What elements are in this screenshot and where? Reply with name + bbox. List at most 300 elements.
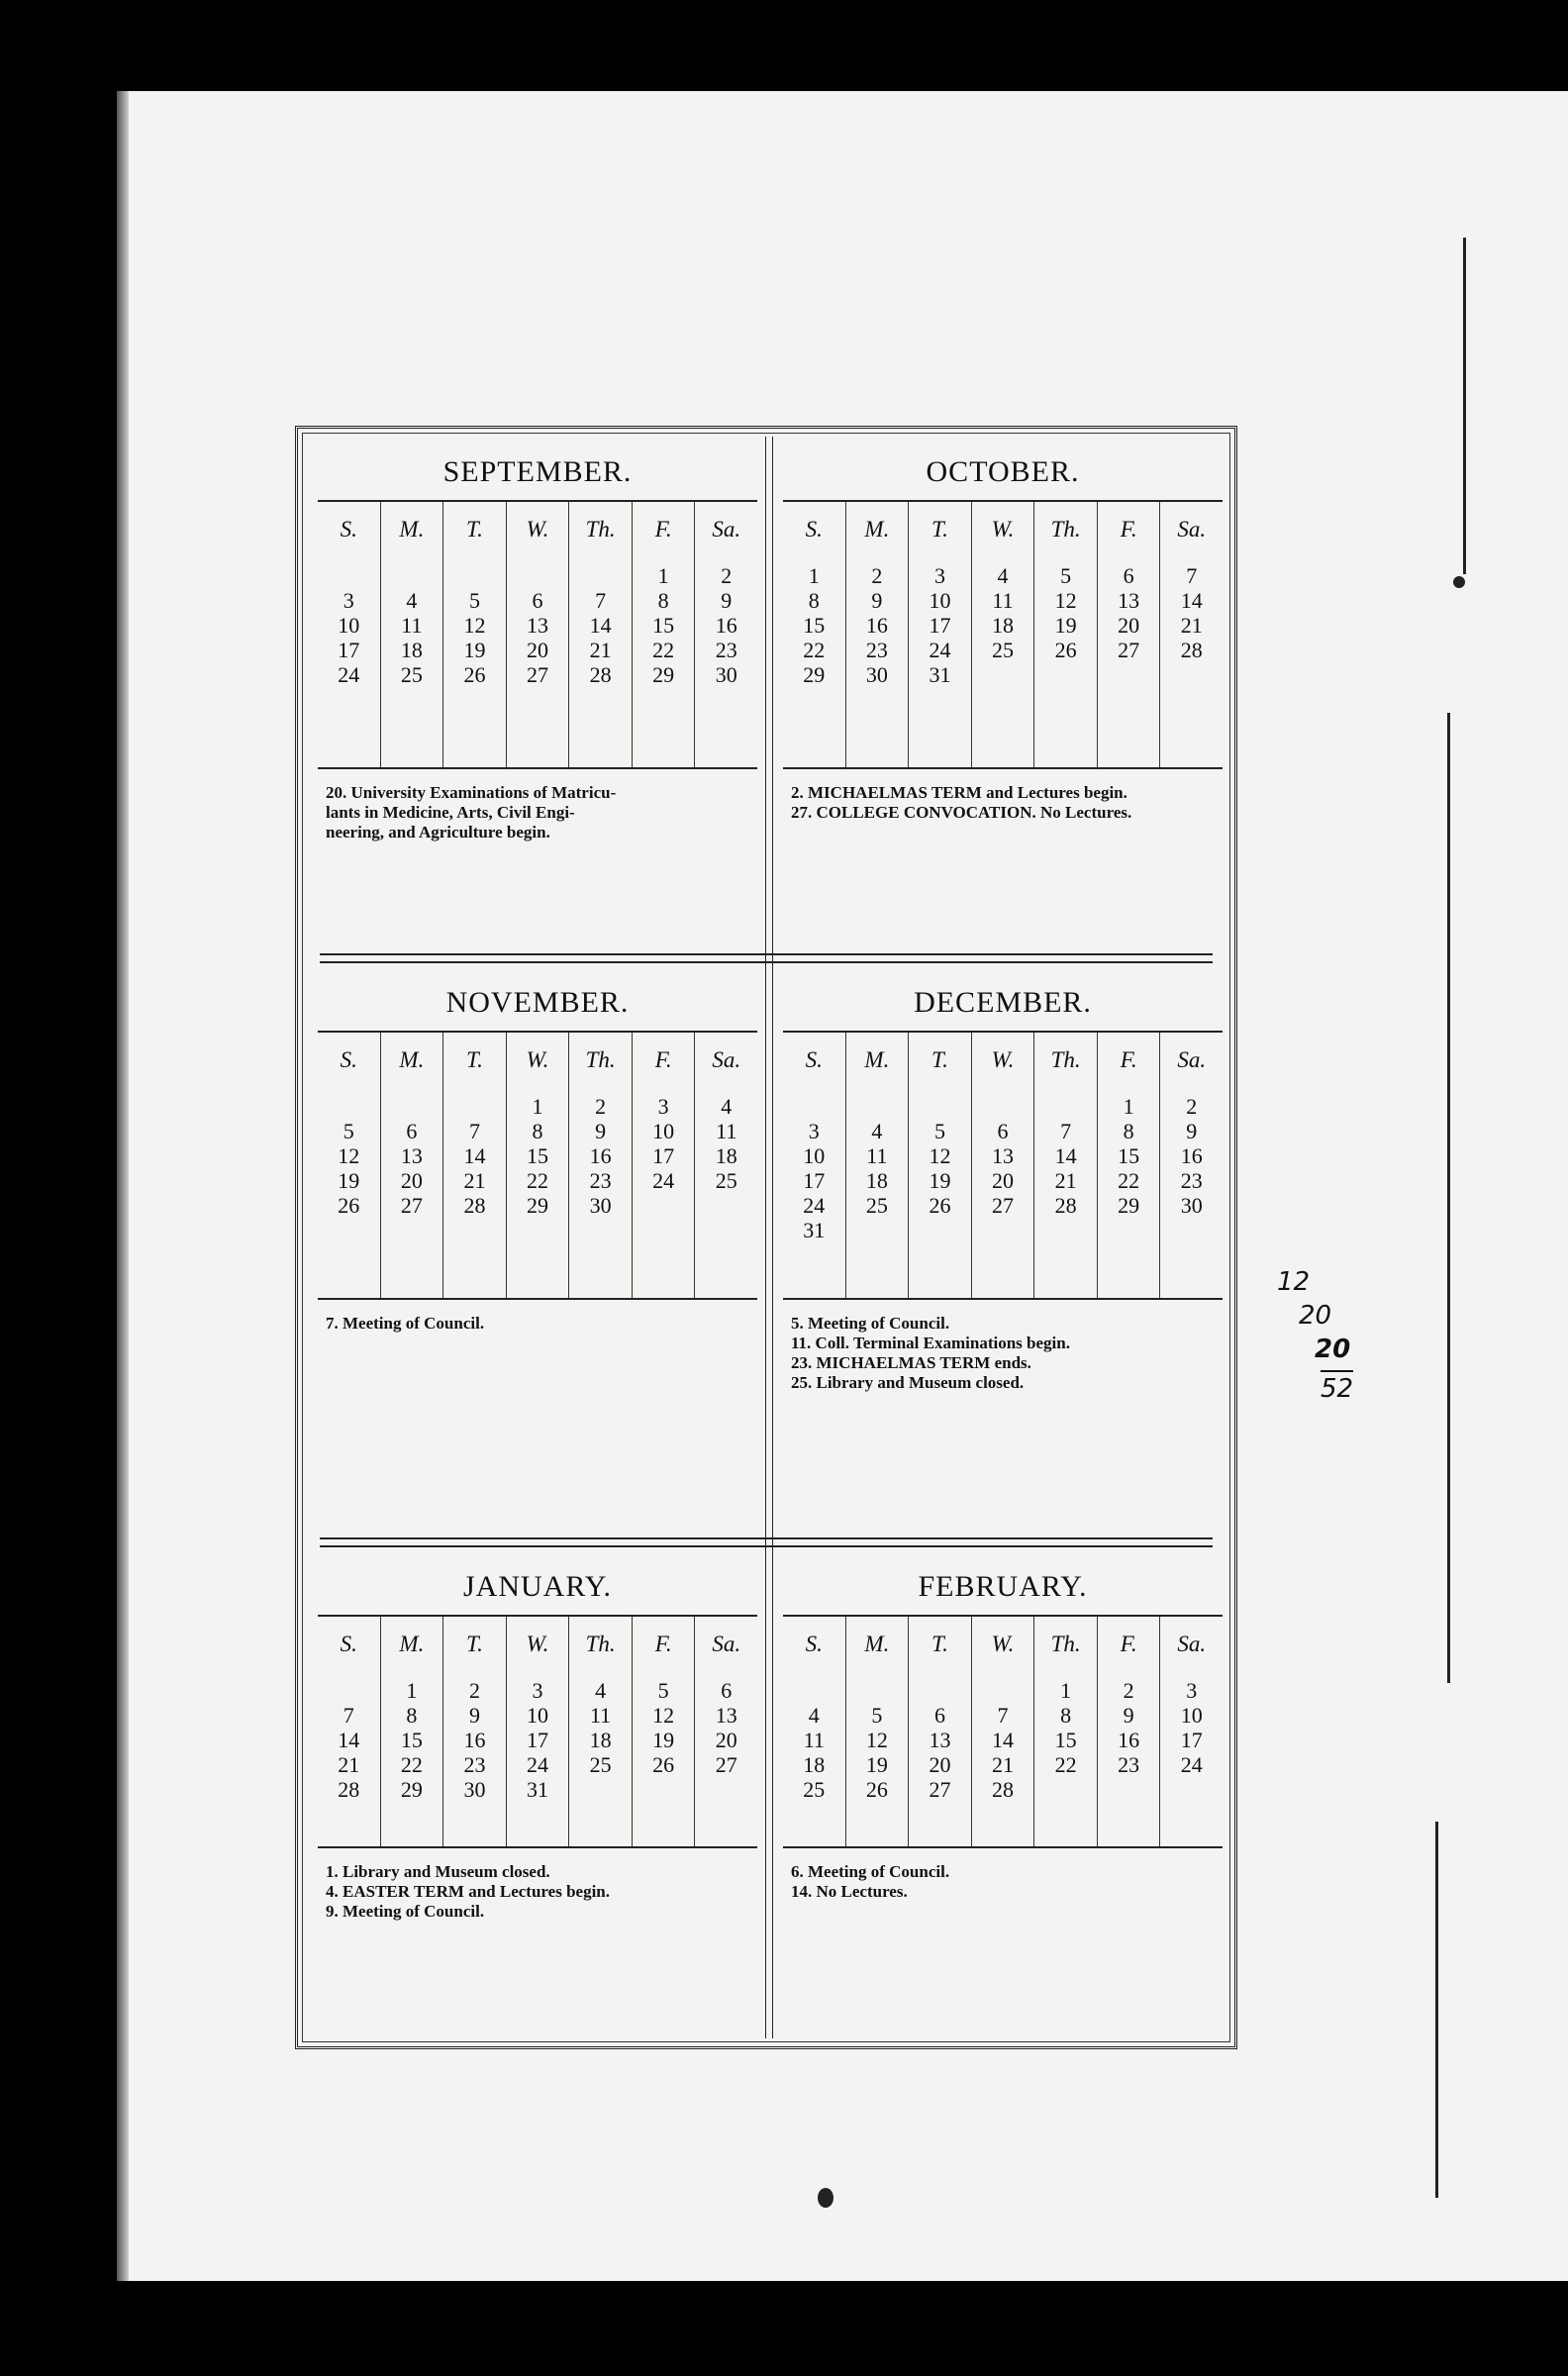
date-cell: 15 [527,1143,549,1168]
date-cell [1160,662,1223,687]
date-cell: 19 [338,1168,360,1193]
date-cell: 22 [1118,1168,1140,1193]
date-cell [909,1678,971,1703]
date-cell: 28 [589,662,612,687]
weekday-header: T. [466,1047,483,1072]
date-cell: 23 [865,638,888,662]
date-cell: 5 [657,1678,669,1703]
margin-note-2: 20 [1299,1301,1332,1331]
date-cell: 11 [803,1728,825,1752]
weekday-header: S. [805,517,823,542]
ink-blot [818,2188,833,2208]
date-cell: 7 [595,588,607,613]
date-cell: 8 [406,1703,418,1728]
date-cell: 2 [595,1094,607,1119]
margin-note-3: 20 [1315,1335,1351,1364]
day-column [568,1033,632,1298]
month-title: SEPTEMBER. [318,445,757,502]
month-0 [312,445,763,842]
date-cell: 15 [1118,1143,1140,1168]
month-title: DECEMBER. [783,975,1223,1033]
date-cell: 6 [721,1678,733,1703]
date-cell: 26 [865,1777,888,1802]
date-cell: 2 [721,563,733,588]
date-cell: 11 [716,1119,737,1143]
date-cell [443,563,506,588]
date-cell: 18 [803,1752,826,1777]
date-cell: 12 [652,1703,675,1728]
weekday-header: M. [864,1047,890,1072]
date-cell: 7 [468,1119,480,1143]
center-rule [765,437,773,2038]
date-cell [318,563,380,588]
month-3 [777,975,1228,1393]
day-column [380,1617,443,1846]
date-cell: 8 [1060,1703,1072,1728]
day-column [442,1617,506,1846]
date-cell: 26 [1054,638,1077,662]
date-cell: 8 [532,1119,543,1143]
date-cell: 3 [657,1094,669,1119]
weekday-header: S. [340,1632,357,1656]
day-column [318,502,380,767]
date-cell: 23 [1180,1168,1203,1193]
date-cell: 17 [803,1168,826,1193]
date-cell: 21 [1180,613,1203,638]
date-cell: 16 [1118,1728,1140,1752]
weekday-header: Sa. [712,517,741,542]
note-line: neering, and Agriculture begin. [326,823,550,842]
date-cell: 19 [929,1168,951,1193]
weekday-header: Sa. [712,1047,741,1072]
note-line: 14. No Lectures. [791,1882,908,1901]
date-cell: 24 [527,1752,549,1777]
date-cell: 9 [1186,1119,1198,1143]
date-cell: 6 [997,1119,1009,1143]
date-cell [1034,1218,1097,1242]
date-cell: 30 [463,1777,486,1802]
date-cell [1160,1218,1223,1242]
date-cell: 7 [997,1703,1009,1728]
date-cell [972,1678,1034,1703]
date-cell: 7 [343,1703,354,1728]
date-cell: 25 [803,1777,826,1802]
date-cell: 18 [715,1143,737,1168]
day-column [845,502,909,767]
date-cell: 16 [715,613,737,638]
date-cell: 8 [1123,1119,1134,1143]
date-cell: 23 [589,1168,612,1193]
date-cell: 17 [338,638,360,662]
day-column [971,1617,1034,1846]
date-cell: 2 [871,563,883,588]
month-title: OCTOBER. [783,445,1223,502]
date-cell: 18 [589,1728,612,1752]
weekday-header: S. [805,1047,823,1072]
day-column [506,1617,569,1846]
date-cell: 17 [929,613,951,638]
date-cell: 30 [865,662,888,687]
month-title: JANUARY. [318,1559,757,1617]
date-cell: 22 [1054,1752,1077,1777]
page-fold-shadow [117,91,129,2281]
date-cell: 25 [400,662,423,687]
date-cell: 29 [400,1777,423,1802]
weekday-header: T. [931,1047,948,1072]
margin-note-total: 52 [1321,1370,1353,1404]
date-cell: 14 [1054,1143,1077,1168]
date-cell: 10 [527,1703,549,1728]
date-cell [783,1094,845,1119]
date-cell: 7 [1060,1119,1072,1143]
note-line: 2. MICHAELMAS TERM and Lectures begin. [791,783,1127,802]
note-line: lants in Medicine, Arts, Civil Engi- [326,803,575,822]
date-cell: 4 [808,1703,820,1728]
date-cell: 2 [1186,1094,1198,1119]
weekday-header: M. [399,1047,425,1072]
date-cell: 25 [992,638,1015,662]
weekday-header: F. [654,1632,672,1656]
date-cell: 20 [527,638,549,662]
day-grid [318,502,757,767]
date-cell [846,1218,909,1242]
date-cell: 30 [589,1193,612,1218]
day-column [632,1617,695,1846]
date-cell: 28 [992,1777,1015,1802]
date-cell: 6 [1123,563,1134,588]
date-cell: 24 [1180,1752,1203,1777]
date-cell [381,563,443,588]
day-column [1097,1617,1160,1846]
date-cell: 10 [338,613,360,638]
weekday-header: Sa. [1177,1047,1207,1072]
date-cell: 4 [595,1678,607,1703]
date-cell: 9 [1123,1703,1134,1728]
date-cell: 5 [1060,563,1072,588]
date-cell: 9 [871,588,883,613]
date-cell: 19 [865,1752,888,1777]
date-cell: 29 [1118,1193,1140,1218]
day-column [632,1033,695,1298]
date-cell: 10 [803,1143,826,1168]
note-line: 4. EASTER TERM and Lectures begin. [326,1882,610,1901]
date-cell: 4 [406,588,418,613]
date-cell: 19 [1054,613,1077,638]
weekday-header: Th. [585,1632,616,1656]
month-4 [312,1559,763,1922]
date-cell: 13 [992,1143,1015,1168]
date-cell: 13 [400,1143,423,1168]
month-notes [312,1300,763,1334]
date-cell: 13 [929,1728,951,1752]
date-cell: 12 [865,1728,888,1752]
date-cell [443,1094,506,1119]
date-cell: 4 [871,1119,883,1143]
date-cell: 12 [463,613,486,638]
date-cell: 12 [1054,588,1077,613]
date-cell [909,1094,971,1119]
day-column [318,1033,380,1298]
date-cell: 20 [715,1728,737,1752]
date-cell [846,1678,909,1703]
weekday-header: M. [864,1632,890,1656]
month-notes [312,769,763,842]
date-cell: 11 [992,588,1014,613]
date-cell: 16 [865,613,888,638]
page-edge-line [1463,238,1466,574]
date-cell [318,1678,380,1703]
date-cell: 20 [400,1168,423,1193]
weekday-header: F. [1120,1632,1137,1656]
weekday-header: W. [526,517,549,542]
date-cell: 31 [929,662,951,687]
date-cell: 28 [338,1777,360,1802]
day-column [568,502,632,767]
day-column [1159,1033,1223,1298]
day-column [694,1617,757,1846]
date-cell: 17 [527,1728,549,1752]
day-column [1033,502,1097,767]
date-cell: 14 [589,613,612,638]
month-2 [312,975,763,1334]
date-cell [507,563,569,588]
date-cell: 1 [1123,1094,1134,1119]
date-cell: 14 [338,1728,360,1752]
date-cell [1098,1218,1160,1242]
date-cell: 27 [992,1193,1015,1218]
date-cell: 21 [589,638,612,662]
date-cell [633,1193,695,1218]
day-column [908,502,971,767]
date-cell: 9 [468,1703,480,1728]
day-column [1033,1033,1097,1298]
month-title: NOVEMBER. [318,975,757,1033]
date-cell: 22 [803,638,826,662]
date-cell: 29 [527,1193,549,1218]
weekday-header: Sa. [1177,1632,1207,1656]
note-line: 6. Meeting of Council. [791,1862,950,1881]
day-column [442,1033,506,1298]
day-column [1097,1033,1160,1298]
day-column [908,1033,971,1298]
weekday-header: M. [399,1632,425,1656]
day-column [783,1033,845,1298]
date-cell: 27 [1118,638,1140,662]
date-cell: 1 [406,1678,418,1703]
date-cell: 25 [865,1193,888,1218]
date-cell: 12 [338,1143,360,1168]
page-edge-line [1447,713,1450,1683]
date-cell: 27 [929,1777,951,1802]
date-cell [972,1218,1034,1242]
weekday-header: W. [991,517,1015,542]
date-cell: 23 [715,638,737,662]
date-cell: 10 [1180,1703,1203,1728]
ink-blot [1453,576,1465,588]
day-grid [783,502,1223,767]
date-cell [695,1777,757,1802]
month-notes [777,769,1228,823]
date-cell: 15 [803,613,826,638]
weekday-header: T. [931,517,948,542]
date-cell: 25 [589,1752,612,1777]
weekday-header: W. [526,1632,549,1656]
date-cell: 16 [589,1143,612,1168]
date-cell [569,563,632,588]
date-cell: 14 [463,1143,486,1168]
month-title: FEBRUARY. [783,1559,1223,1617]
date-cell [633,1777,695,1802]
date-cell: 23 [1118,1752,1140,1777]
date-cell: 31 [803,1218,826,1242]
day-column [442,502,506,767]
day-column [908,1617,971,1846]
note-line: 25. Library and Museum closed. [791,1373,1025,1392]
date-cell: 4 [721,1094,733,1119]
date-cell: 28 [463,1193,486,1218]
date-cell: 28 [1054,1193,1077,1218]
date-cell: 24 [338,662,360,687]
date-cell [1098,662,1160,687]
date-cell: 12 [929,1143,951,1168]
date-cell: 21 [992,1752,1015,1777]
calendar-table [295,426,1237,2049]
month-5 [777,1559,1228,1902]
day-grid [318,1033,757,1298]
weekday-header: Th. [1050,1632,1081,1656]
date-cell: 26 [463,662,486,687]
date-cell: 16 [1180,1143,1203,1168]
row-divider-1 [320,953,1213,963]
date-cell: 15 [400,1728,423,1752]
weekday-header: S. [340,517,357,542]
date-cell [1098,1777,1160,1802]
date-cell: 24 [803,1193,826,1218]
month-1 [777,445,1228,823]
date-cell: 7 [1186,563,1198,588]
date-cell: 8 [808,588,820,613]
weekday-header: T. [931,1632,948,1656]
date-cell: 25 [715,1168,737,1193]
weekday-header: M. [864,517,890,542]
date-cell [381,1094,443,1119]
date-cell: 27 [715,1752,737,1777]
note-line: 7. Meeting of Council. [326,1314,485,1333]
date-cell: 14 [992,1728,1015,1752]
month-notes [777,1300,1228,1393]
date-cell: 17 [1180,1728,1203,1752]
date-cell [972,662,1034,687]
date-cell [1034,1777,1097,1802]
date-cell: 13 [715,1703,737,1728]
date-cell: 1 [1060,1678,1072,1703]
day-grid [783,1033,1223,1298]
date-cell: 29 [652,662,675,687]
weekday-header: S. [340,1047,357,1072]
day-column [971,502,1034,767]
weekday-header: W. [991,1632,1015,1656]
date-cell: 21 [463,1168,486,1193]
date-cell: 22 [652,638,675,662]
weekday-header: W. [991,1047,1015,1072]
date-cell: 15 [652,613,675,638]
date-cell: 30 [715,662,737,687]
date-cell: 3 [808,1119,820,1143]
weekday-header: Th. [585,517,616,542]
date-cell: 24 [929,638,951,662]
date-cell: 2 [1123,1678,1134,1703]
page-edge-line [1435,1822,1438,2198]
date-cell [972,1094,1034,1119]
day-column [380,502,443,767]
date-cell: 5 [468,588,480,613]
date-cell: 3 [933,563,945,588]
weekday-header: S. [805,1632,823,1656]
date-cell [783,1678,845,1703]
date-cell: 21 [1054,1168,1077,1193]
date-cell: 4 [997,563,1009,588]
weekday-header: W. [526,1047,549,1072]
weekday-header: F. [654,517,672,542]
date-cell [695,1193,757,1218]
date-cell [1034,662,1097,687]
day-column [783,1617,845,1846]
date-cell: 19 [652,1728,675,1752]
weekday-header: M. [399,517,425,542]
date-cell: 18 [865,1168,888,1193]
date-cell: 6 [532,588,543,613]
date-cell [846,1094,909,1119]
date-cell: 3 [532,1678,543,1703]
note-line: 23. MICHAELMAS TERM ends. [791,1353,1031,1372]
date-cell: 17 [652,1143,675,1168]
date-cell: 19 [463,638,486,662]
date-cell: 11 [590,1703,612,1728]
date-cell: 20 [1118,613,1140,638]
date-cell: 20 [929,1752,951,1777]
date-cell: 6 [933,1703,945,1728]
date-cell [1160,1777,1223,1802]
day-column [506,1033,569,1298]
date-cell: 11 [866,1143,888,1168]
date-cell: 6 [406,1119,418,1143]
margin-note-1: 12 [1277,1267,1311,1297]
date-cell: 9 [721,588,733,613]
date-cell: 1 [532,1094,543,1119]
date-cell: 18 [992,613,1015,638]
weekday-header: Sa. [1177,517,1207,542]
date-cell: 1 [808,563,820,588]
note-line: 11. Coll. Terminal Examinations begin. [791,1334,1070,1352]
date-cell [909,1218,971,1242]
date-cell: 9 [595,1119,607,1143]
day-column [845,1617,909,1846]
date-cell: 30 [1180,1193,1203,1218]
date-cell: 18 [400,638,423,662]
date-cell: 21 [338,1752,360,1777]
note-line: 20. University Examinations of Matricu- [326,783,617,802]
day-column [506,502,569,767]
date-cell: 10 [929,588,951,613]
day-column [1159,1617,1223,1846]
date-cell: 5 [343,1119,354,1143]
day-column [1033,1617,1097,1846]
weekday-header: F. [654,1047,672,1072]
day-column [845,1033,909,1298]
date-cell: 2 [468,1678,480,1703]
day-column [694,1033,757,1298]
date-cell: 26 [929,1193,951,1218]
